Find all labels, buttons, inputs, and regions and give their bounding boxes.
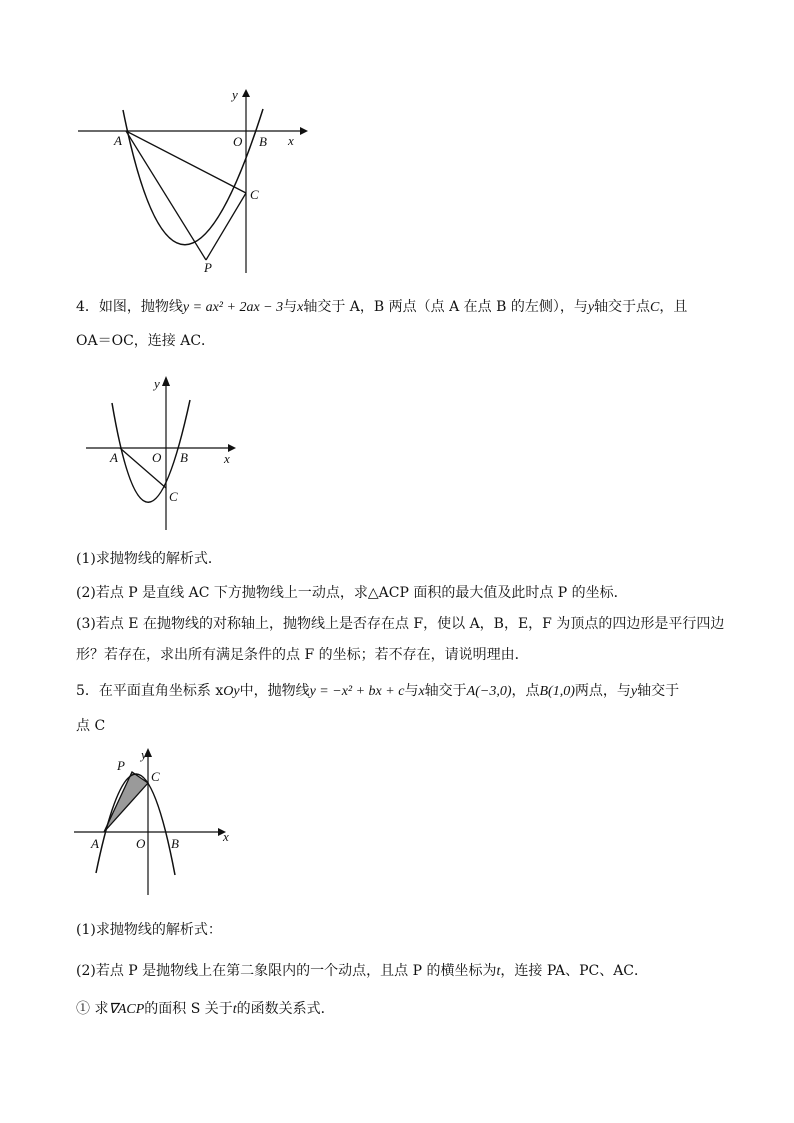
y-axis-arrow (162, 376, 170, 386)
q5-stem-line2: 点 C (76, 718, 106, 734)
label-b: B (171, 836, 179, 851)
figure-parabola-2 (80, 370, 250, 535)
label-c: C (250, 187, 259, 202)
parabola-curve (123, 109, 263, 245)
label-o: O (152, 450, 162, 465)
label-p: P (117, 758, 125, 773)
label-y: y (141, 747, 147, 762)
q4-stem-line2: OA＝OC，连接 AC． (76, 333, 216, 349)
label-a: A (114, 133, 122, 148)
label-a: A (110, 450, 118, 465)
y-axis-arrow (242, 89, 250, 97)
label-b: B (259, 134, 267, 149)
label-x: x (288, 133, 294, 148)
label-x: x (223, 829, 229, 844)
q5-part2: (2)若点 P 是抛物线上在第二象限内的一个动点，且点 P 的横坐标为t，连接 PA、PC、AC． (76, 963, 649, 979)
label-o: O (136, 836, 146, 851)
segment-ac (126, 131, 246, 193)
label-o: O (233, 134, 243, 149)
q4-stem-line1: 4．如图，抛物线y = ax² + 2ax − 3与x轴交于 A，B 两点（点 A 在点 B 的左侧），与y轴交于点C，且 (76, 299, 688, 315)
label-y: y (232, 87, 238, 102)
label-c: C (169, 489, 178, 504)
figure-parabola-1 (70, 85, 310, 280)
label-b: B (180, 450, 188, 465)
x-axis-arrow (300, 127, 308, 135)
q5-sub1: ① 求∇ACP的面积 S 关于t的函数关系式． (76, 1001, 335, 1017)
q5-part1: (1)求抛物线的解析式： (76, 922, 222, 938)
q4-part3-line1: (3)若点 E 在抛物线的对称轴上，抛物线上是否存在点 F，使以 A，B，E，F 为顶点的四边形是平行四边 (76, 616, 725, 632)
label-x: x (224, 451, 230, 466)
label-a: A (91, 836, 99, 851)
figure-parabola-3 (70, 745, 240, 900)
q4-part1: (1)求抛物线的解析式． (76, 551, 222, 567)
segment-ap (126, 131, 206, 260)
label-p: P (204, 260, 212, 275)
label-c: C (151, 769, 160, 784)
q5-stem-line1: 5．在平面直角坐标系 xOy中，抛物线y = −x² + bx + c与x轴交于A(−3,0)，点B(1,0)两点，与y轴交于 (76, 683, 680, 699)
q4-part2: (2)若点 P 是直线 AC 下方抛物线上一动点，求△ACP 面积的最大值及此时点 P 的坐标． (76, 585, 628, 601)
label-y: y (154, 376, 160, 391)
q4-part3-line2: 形？若存在，求出所有满足条件的点 F 的坐标；若不存在，请说明理由． (76, 647, 529, 663)
